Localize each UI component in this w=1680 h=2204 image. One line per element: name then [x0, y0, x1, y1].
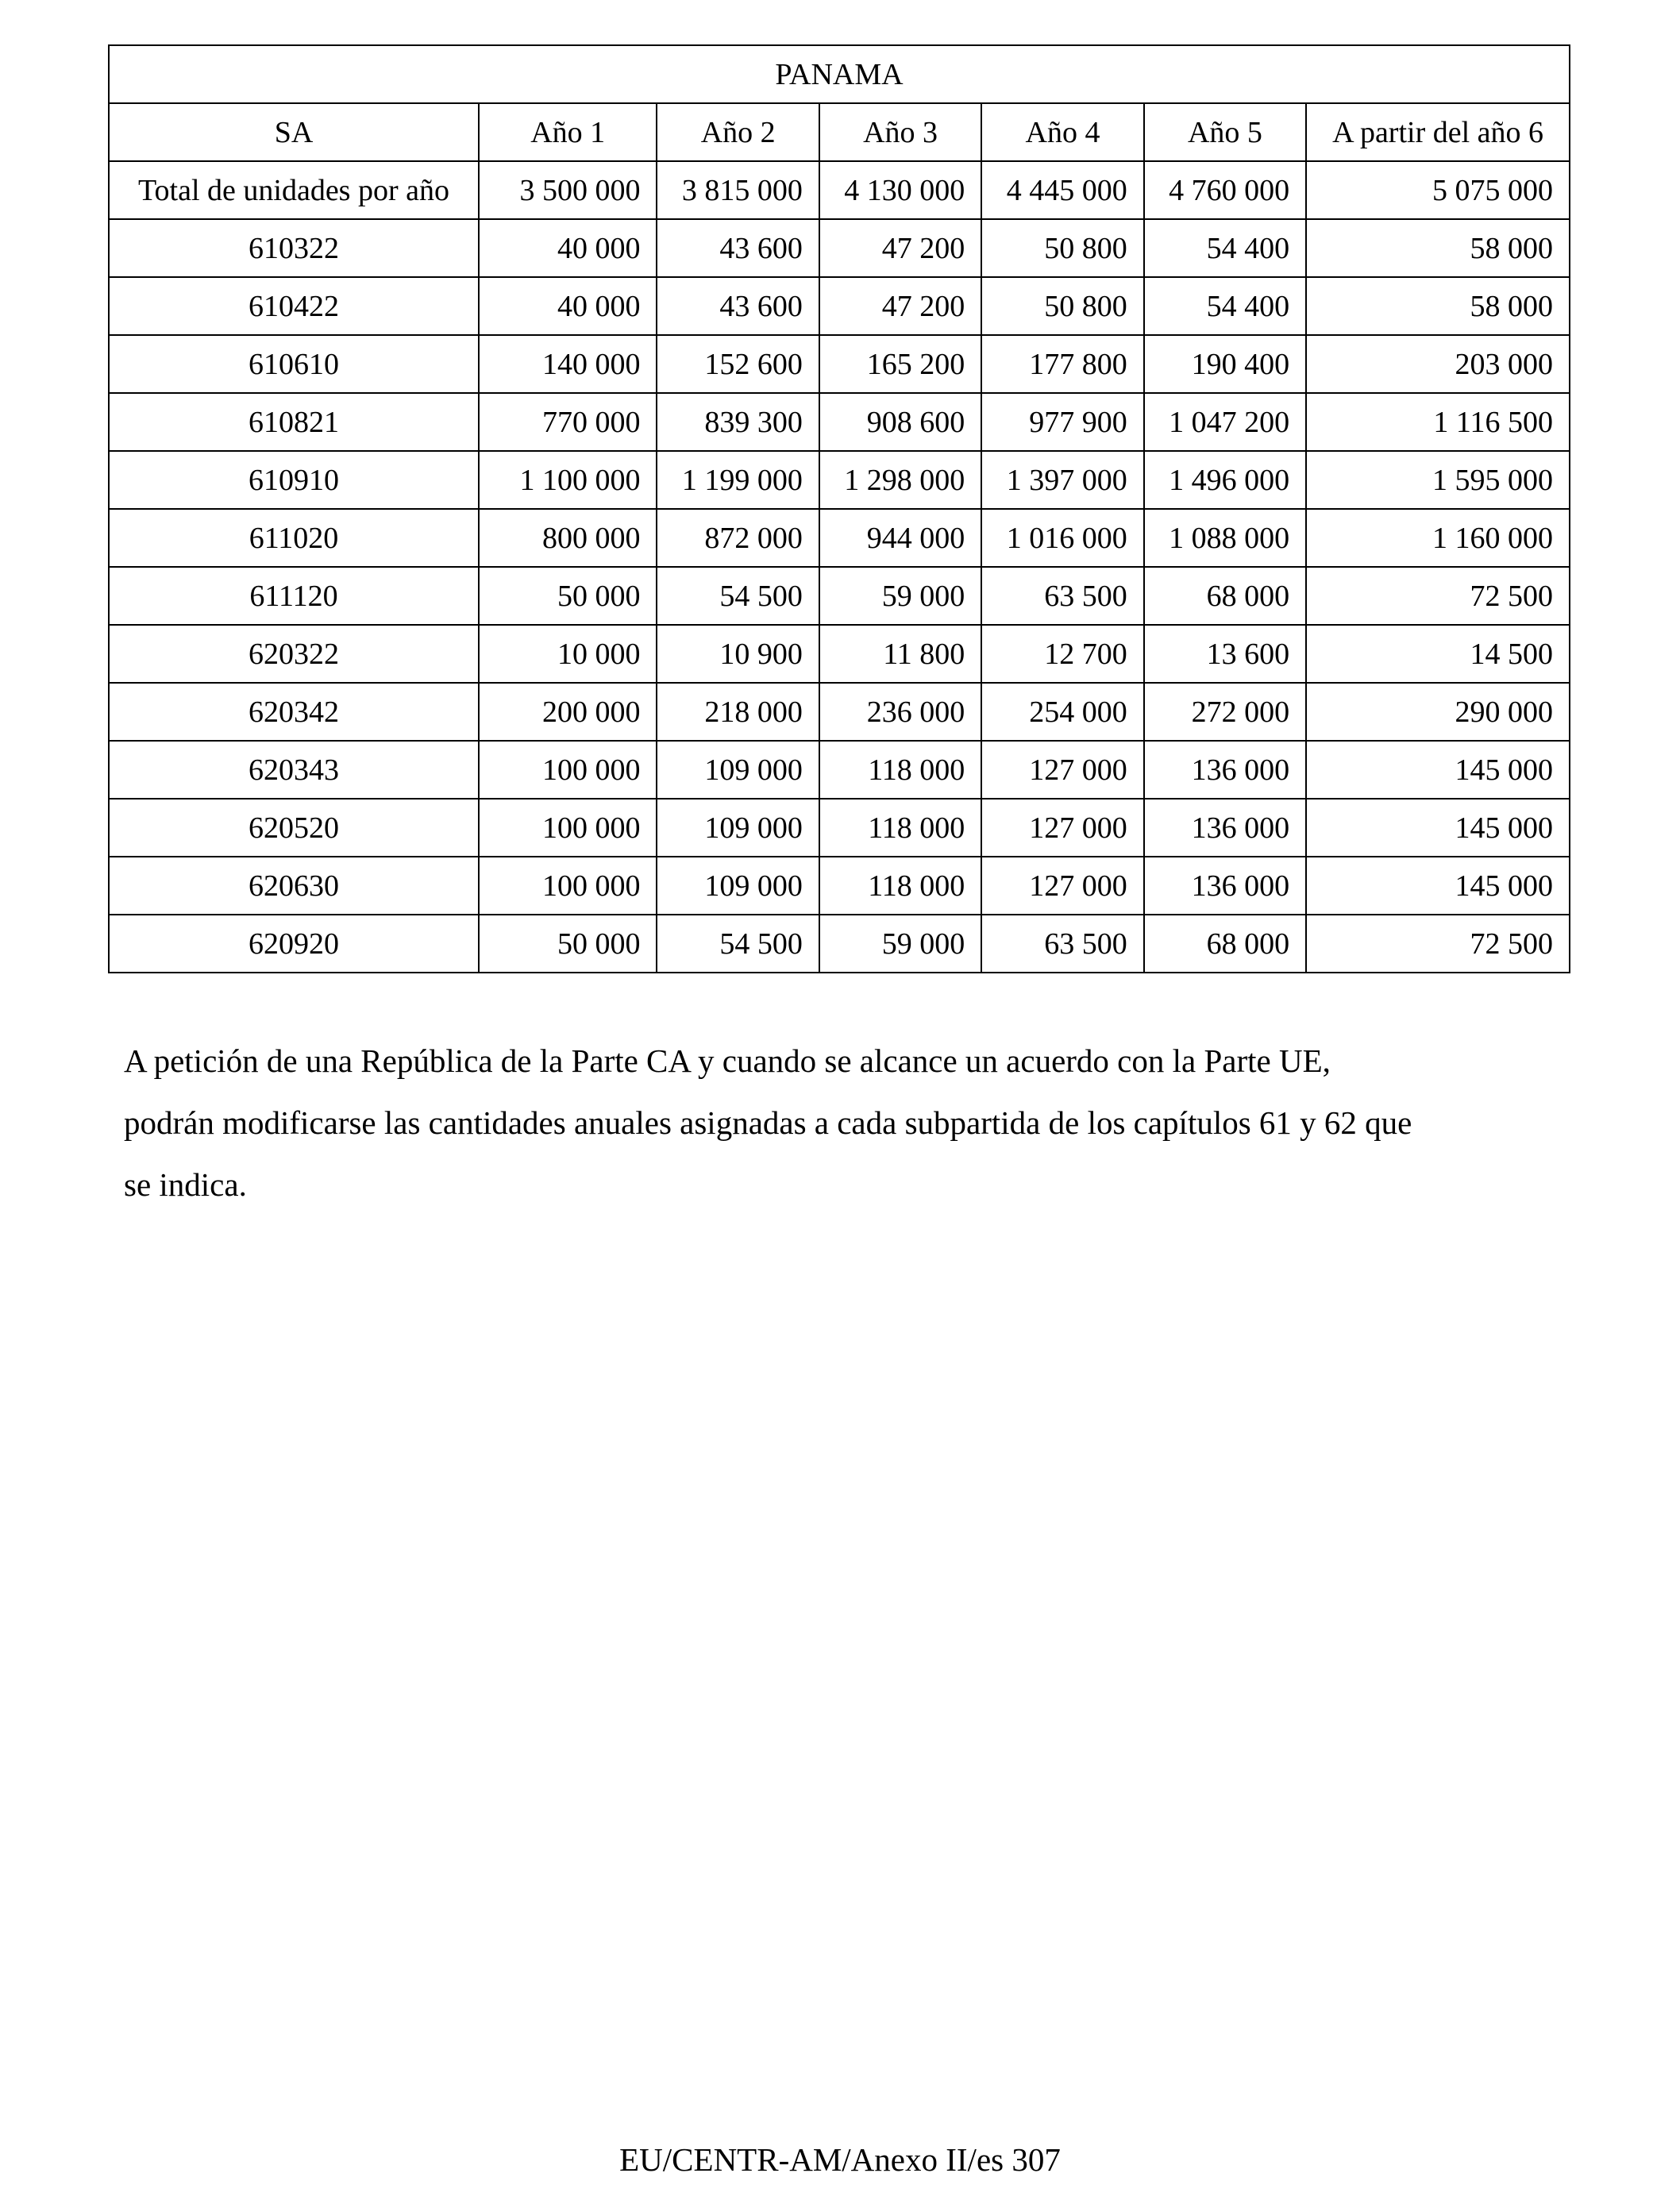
value-cell: 100 000	[479, 799, 657, 857]
value-cell: 68 000	[1144, 567, 1306, 625]
value-cell: 5 075 000	[1306, 161, 1570, 219]
row-label-cell: 620630	[109, 857, 479, 915]
column-header: SA	[109, 103, 479, 161]
row-label-cell: 620322	[109, 625, 479, 683]
table-row	[109, 335, 1570, 393]
value-cell: 54 400	[1144, 277, 1306, 335]
value-cell: 47 200	[819, 219, 981, 277]
value-cell: 4 130 000	[819, 161, 981, 219]
value-cell: 1 016 000	[981, 509, 1143, 567]
table-row	[109, 683, 1570, 741]
row-label-cell: Total de unidades por año	[109, 161, 479, 219]
value-cell: 1 047 200	[1144, 393, 1306, 451]
row-label-cell: 610910	[109, 451, 479, 509]
value-cell: 100 000	[479, 741, 657, 799]
value-cell: 1 100 000	[479, 451, 657, 509]
value-cell: 50 800	[981, 277, 1143, 335]
paragraph-line: podrán modificarse las cantidades anuales asignadas a cada subpartida de los capítulos 61 y 62 que	[124, 1104, 1412, 1141]
value-cell: 1 160 000	[1306, 509, 1570, 567]
value-cell: 10 900	[657, 625, 819, 683]
value-cell: 4 445 000	[981, 161, 1143, 219]
row-label-cell: 620520	[109, 799, 479, 857]
value-cell: 165 200	[819, 335, 981, 393]
value-cell: 68 000	[1144, 915, 1306, 973]
value-cell: 140 000	[479, 335, 657, 393]
table-title: PANAMA	[109, 45, 1570, 103]
value-cell: 50 800	[981, 219, 1143, 277]
value-cell: 72 500	[1306, 567, 1570, 625]
value-cell: 3 815 000	[657, 161, 819, 219]
table-row	[109, 509, 1570, 567]
row-label-cell: 611120	[109, 567, 479, 625]
value-cell: 200 000	[479, 683, 657, 741]
table-row	[109, 741, 1570, 799]
table-row	[109, 161, 1570, 219]
value-cell: 58 000	[1306, 219, 1570, 277]
value-cell: 190 400	[1144, 335, 1306, 393]
table-row	[109, 451, 1570, 509]
column-header: Año 1	[479, 103, 657, 161]
column-header: Año 4	[981, 103, 1143, 161]
row-label-cell: 611020	[109, 509, 479, 567]
value-cell: 770 000	[479, 393, 657, 451]
value-cell: 272 000	[1144, 683, 1306, 741]
value-cell: 72 500	[1306, 915, 1570, 973]
table-row	[109, 567, 1570, 625]
row-label-cell: 620343	[109, 741, 479, 799]
value-cell: 100 000	[479, 857, 657, 915]
value-cell: 839 300	[657, 393, 819, 451]
paragraph-line: A petición de una República de la Parte CA y cuando se alcance un acuerdo con la Parte UE,	[124, 1042, 1331, 1079]
body-paragraph	[124, 1030, 1561, 1216]
value-cell: 54 500	[657, 567, 819, 625]
value-cell: 118 000	[819, 857, 981, 915]
value-cell: 63 500	[981, 567, 1143, 625]
value-cell: 13 600	[1144, 625, 1306, 683]
value-cell: 203 000	[1306, 335, 1570, 393]
column-header: Año 3	[819, 103, 981, 161]
value-cell: 109 000	[657, 857, 819, 915]
table-row	[109, 219, 1570, 277]
row-label-cell: 610322	[109, 219, 479, 277]
value-cell: 1 199 000	[657, 451, 819, 509]
value-cell: 50 000	[479, 567, 657, 625]
value-cell: 1 397 000	[981, 451, 1143, 509]
table-title-row	[109, 45, 1570, 103]
value-cell: 127 000	[981, 741, 1143, 799]
value-cell: 236 000	[819, 683, 981, 741]
value-cell: 1 595 000	[1306, 451, 1570, 509]
value-cell: 50 000	[479, 915, 657, 973]
value-cell: 145 000	[1306, 799, 1570, 857]
page-footer-reference: EU/CENTR-AM/Anexo II/es 307	[619, 2141, 1061, 2178]
value-cell: 12 700	[981, 625, 1143, 683]
table-row	[109, 915, 1570, 973]
value-cell: 43 600	[657, 277, 819, 335]
quota-table	[108, 44, 1570, 973]
value-cell: 59 000	[819, 915, 981, 973]
value-cell: 908 600	[819, 393, 981, 451]
value-cell: 290 000	[1306, 683, 1570, 741]
row-label-cell: 610422	[109, 277, 479, 335]
value-cell: 1 116 500	[1306, 393, 1570, 451]
value-cell: 136 000	[1144, 799, 1306, 857]
value-cell: 11 800	[819, 625, 981, 683]
value-cell: 136 000	[1144, 741, 1306, 799]
row-label-cell: 620342	[109, 683, 479, 741]
row-label-cell: 620920	[109, 915, 479, 973]
value-cell: 254 000	[981, 683, 1143, 741]
value-cell: 1 088 000	[1144, 509, 1306, 567]
value-cell: 109 000	[657, 741, 819, 799]
row-label-cell: 610821	[109, 393, 479, 451]
value-cell: 47 200	[819, 277, 981, 335]
table-row	[109, 625, 1570, 683]
table-header-row	[109, 103, 1570, 161]
value-cell: 118 000	[819, 741, 981, 799]
value-cell: 40 000	[479, 277, 657, 335]
value-cell: 218 000	[657, 683, 819, 741]
column-header: A partir del año 6	[1306, 103, 1570, 161]
value-cell: 63 500	[981, 915, 1143, 973]
value-cell: 54 500	[657, 915, 819, 973]
value-cell: 1 496 000	[1144, 451, 1306, 509]
value-cell: 944 000	[819, 509, 981, 567]
value-cell: 977 900	[981, 393, 1143, 451]
table-row	[109, 799, 1570, 857]
value-cell: 1 298 000	[819, 451, 981, 509]
value-cell: 152 600	[657, 335, 819, 393]
value-cell: 127 000	[981, 857, 1143, 915]
row-label-cell: 610610	[109, 335, 479, 393]
column-header: Año 5	[1144, 103, 1306, 161]
value-cell: 800 000	[479, 509, 657, 567]
value-cell: 136 000	[1144, 857, 1306, 915]
value-cell: 145 000	[1306, 857, 1570, 915]
value-cell: 4 760 000	[1144, 161, 1306, 219]
value-cell: 109 000	[657, 799, 819, 857]
table-row	[109, 857, 1570, 915]
value-cell: 58 000	[1306, 277, 1570, 335]
table-row	[109, 277, 1570, 335]
value-cell: 59 000	[819, 567, 981, 625]
value-cell: 54 400	[1144, 219, 1306, 277]
column-header: Año 2	[657, 103, 819, 161]
value-cell: 40 000	[479, 219, 657, 277]
paragraph-line: se indica.	[124, 1166, 247, 1203]
value-cell: 872 000	[657, 509, 819, 567]
value-cell: 10 000	[479, 625, 657, 683]
value-cell: 177 800	[981, 335, 1143, 393]
value-cell: 118 000	[819, 799, 981, 857]
value-cell: 14 500	[1306, 625, 1570, 683]
value-cell: 3 500 000	[479, 161, 657, 219]
value-cell: 127 000	[981, 799, 1143, 857]
table-row	[109, 393, 1570, 451]
value-cell: 145 000	[1306, 741, 1570, 799]
value-cell: 43 600	[657, 219, 819, 277]
